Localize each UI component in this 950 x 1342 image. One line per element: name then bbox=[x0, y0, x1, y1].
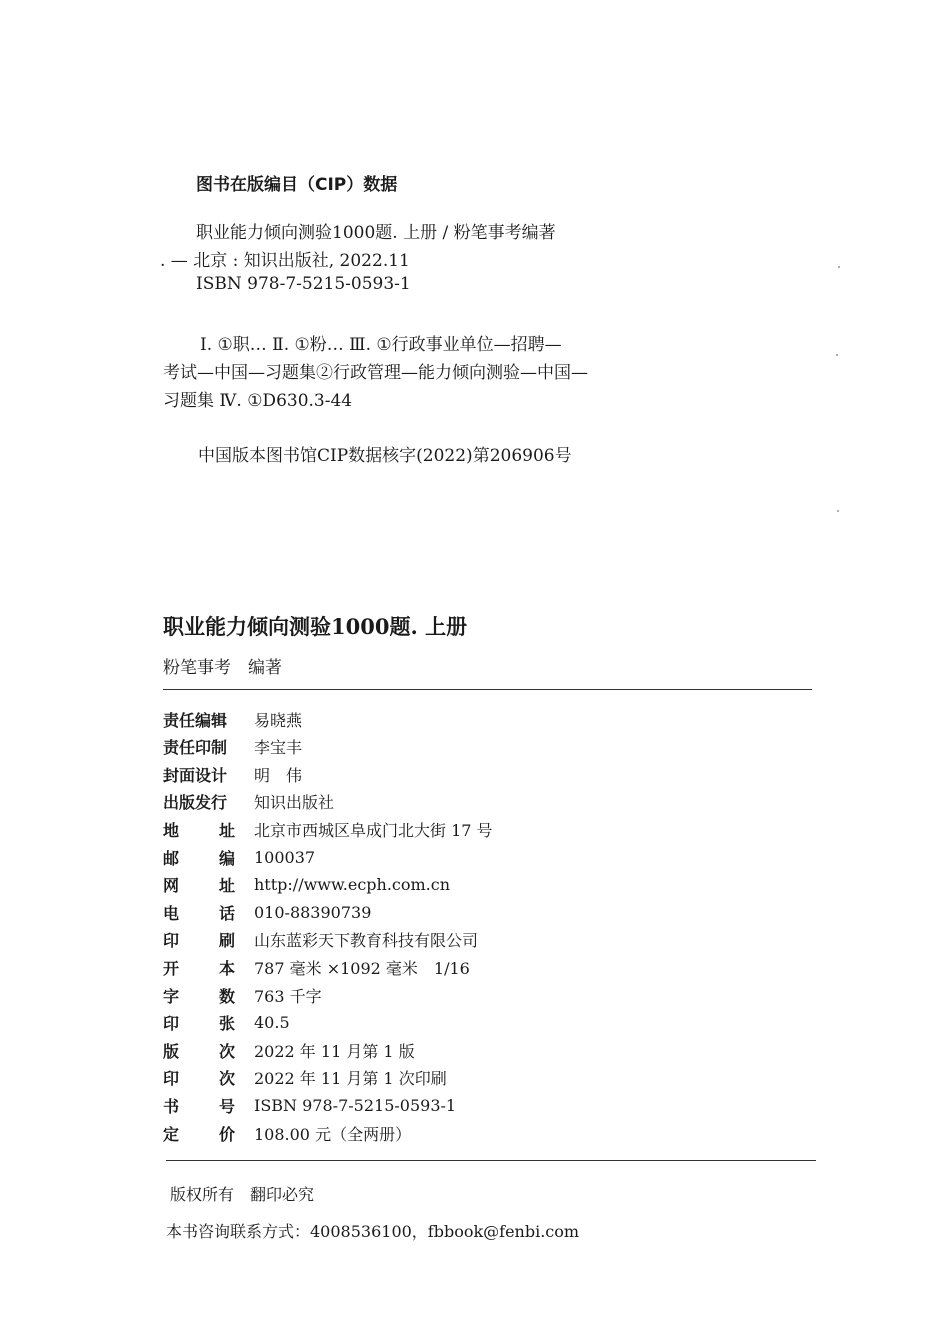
imprint-label bbox=[163, 984, 235, 1007]
imprint-value: 北京市西城区阜成门北大街 17 号 bbox=[254, 820, 493, 840]
imprint-row bbox=[163, 900, 371, 924]
imprint-label bbox=[163, 763, 235, 786]
scan-speck bbox=[836, 354, 838, 356]
imprint-label-part: 址 bbox=[218, 876, 235, 896]
imprint-label bbox=[163, 818, 235, 841]
imprint-value: 知识出版社 bbox=[254, 793, 335, 813]
imprint-value: 108.00 元（全两册） bbox=[254, 1124, 412, 1144]
imprint-label-part: 地 bbox=[163, 820, 180, 840]
imprint-label-part: 话 bbox=[218, 903, 235, 923]
imprint-label-part: 印 bbox=[163, 1069, 180, 1089]
imprint-row bbox=[163, 1093, 456, 1117]
imprint-label-part: 责任印制 bbox=[163, 738, 228, 758]
imprint-value: 787 毫米 ×1092 毫米 1/16 bbox=[254, 958, 470, 978]
imprint-label bbox=[163, 928, 235, 951]
divider-top bbox=[163, 689, 812, 690]
imprint-value: ISBN 978-7-5215-0593-1 bbox=[254, 1095, 457, 1115]
imprint-label bbox=[163, 846, 235, 869]
imprint-label-part: 数 bbox=[218, 986, 235, 1006]
imprint-label bbox=[163, 873, 235, 896]
imprint-label bbox=[163, 1122, 235, 1145]
imprint-value: 763 千字 bbox=[254, 986, 322, 1006]
imprint-label bbox=[163, 1039, 235, 1062]
book-author: 粉笔事考 编著 bbox=[163, 658, 282, 678]
imprint-row bbox=[163, 762, 302, 786]
imprint-label bbox=[163, 1066, 235, 1089]
imprint-label-part: 字 bbox=[163, 986, 180, 1006]
imprint-label-part: 编 bbox=[218, 848, 235, 868]
scan-speck bbox=[838, 266, 840, 268]
cip-line-title: 职业能力倾向测验1000题. 上册 / 粉笔事考编著 bbox=[196, 223, 556, 243]
imprint-row bbox=[163, 1011, 290, 1035]
imprint-label-part: 书 bbox=[163, 1096, 180, 1116]
imprint-label bbox=[163, 790, 235, 813]
imprint-label-part: 刷 bbox=[218, 931, 235, 951]
imprint-label-part: 网 bbox=[163, 876, 180, 896]
imprint-label-part: 址 bbox=[218, 820, 235, 840]
imprint-row bbox=[163, 845, 315, 869]
imprint-label-part: 开 bbox=[163, 958, 180, 978]
imprint-value: 2022 年 11 月第 1 次印刷 bbox=[254, 1069, 447, 1089]
imprint-label-part: 电 bbox=[163, 903, 180, 923]
imprint-value: 明 伟 bbox=[254, 765, 303, 785]
imprint-label-part: 次 bbox=[218, 1069, 235, 1089]
imprint-value: 李宝丰 bbox=[254, 738, 303, 758]
imprint-row bbox=[163, 873, 450, 897]
imprint-label-part: 印 bbox=[163, 1014, 180, 1034]
imprint-value: 山东蓝彩天下教育科技有限公司 bbox=[254, 931, 479, 951]
imprint-label-part: 出版发行 bbox=[163, 793, 228, 813]
imprint-value: 010-88390739 bbox=[254, 902, 372, 922]
imprint-label-part: 印 bbox=[163, 931, 180, 951]
book-title: 职业能力倾向测验1000题. 上册 bbox=[163, 614, 468, 639]
imprint-label-part: 责任编辑 bbox=[163, 710, 228, 730]
rights-notice: 版权所有 翻印必究 bbox=[170, 1185, 315, 1204]
imprint-label-part: 号 bbox=[218, 1096, 235, 1116]
cip-classification-line-1: Ⅰ. ①职… Ⅱ. ①粉… Ⅲ. ①行政事业单位—招聘— bbox=[200, 335, 562, 355]
imprint-row bbox=[163, 1121, 411, 1145]
imprint-row bbox=[163, 955, 470, 979]
imprint-row bbox=[163, 735, 302, 759]
imprint-label-part: 邮 bbox=[163, 848, 180, 868]
cip-heading: 图书在版编目（CIP）数据 bbox=[196, 175, 398, 195]
imprint-label-part: 封面设计 bbox=[163, 765, 228, 785]
imprint-row bbox=[163, 707, 302, 731]
cip-line-isbn: ISBN 978-7-5215-0593-1 bbox=[196, 274, 411, 294]
cip-classification-line-2: 考试—中国—习题集②行政管理—能力倾向测验—中国— bbox=[163, 363, 588, 383]
imprint-value: 易晓燕 bbox=[254, 710, 303, 730]
imprint-value: 100037 bbox=[254, 847, 316, 867]
imprint-row bbox=[163, 983, 322, 1007]
imprint-label-part: 价 bbox=[218, 1124, 235, 1144]
imprint-label-part: 本 bbox=[218, 958, 235, 978]
imprint-row bbox=[163, 928, 478, 952]
imprint-row bbox=[163, 790, 334, 814]
imprint-label bbox=[163, 901, 235, 924]
imprint-label bbox=[163, 1011, 235, 1034]
cip-verification: 中国版本图书馆CIP数据核字(2022)第206906号 bbox=[198, 446, 572, 466]
imprint-label-part: 次 bbox=[218, 1041, 235, 1061]
imprint-row bbox=[163, 1038, 415, 1062]
imprint-row bbox=[163, 1066, 447, 1090]
imprint-label-part: 定 bbox=[163, 1124, 180, 1144]
imprint-label bbox=[163, 1094, 235, 1117]
imprint-row bbox=[163, 817, 493, 841]
cip-line-publisher: . — 北京 : 知识出版社, 2022.11 bbox=[160, 251, 410, 271]
imprint-label bbox=[163, 956, 235, 979]
imprint-label bbox=[163, 708, 235, 731]
imprint-value: 40.5 bbox=[254, 1013, 290, 1033]
imprint-label bbox=[163, 735, 235, 758]
scan-speck bbox=[837, 510, 839, 512]
contact-info: 本书咨询联系方式：4008536100，fbbook@fenbi.com bbox=[166, 1222, 580, 1241]
imprint-value: 2022 年 11 月第 1 版 bbox=[254, 1041, 415, 1061]
imprint-label-part: 张 bbox=[218, 1014, 235, 1034]
divider-bottom bbox=[166, 1160, 816, 1161]
imprint-value: http://www.ecph.com.cn bbox=[254, 875, 451, 895]
cip-classification-line-3: 习题集 Ⅳ. ①D630.3-44 bbox=[163, 391, 353, 411]
imprint-label-part: 版 bbox=[163, 1041, 180, 1061]
